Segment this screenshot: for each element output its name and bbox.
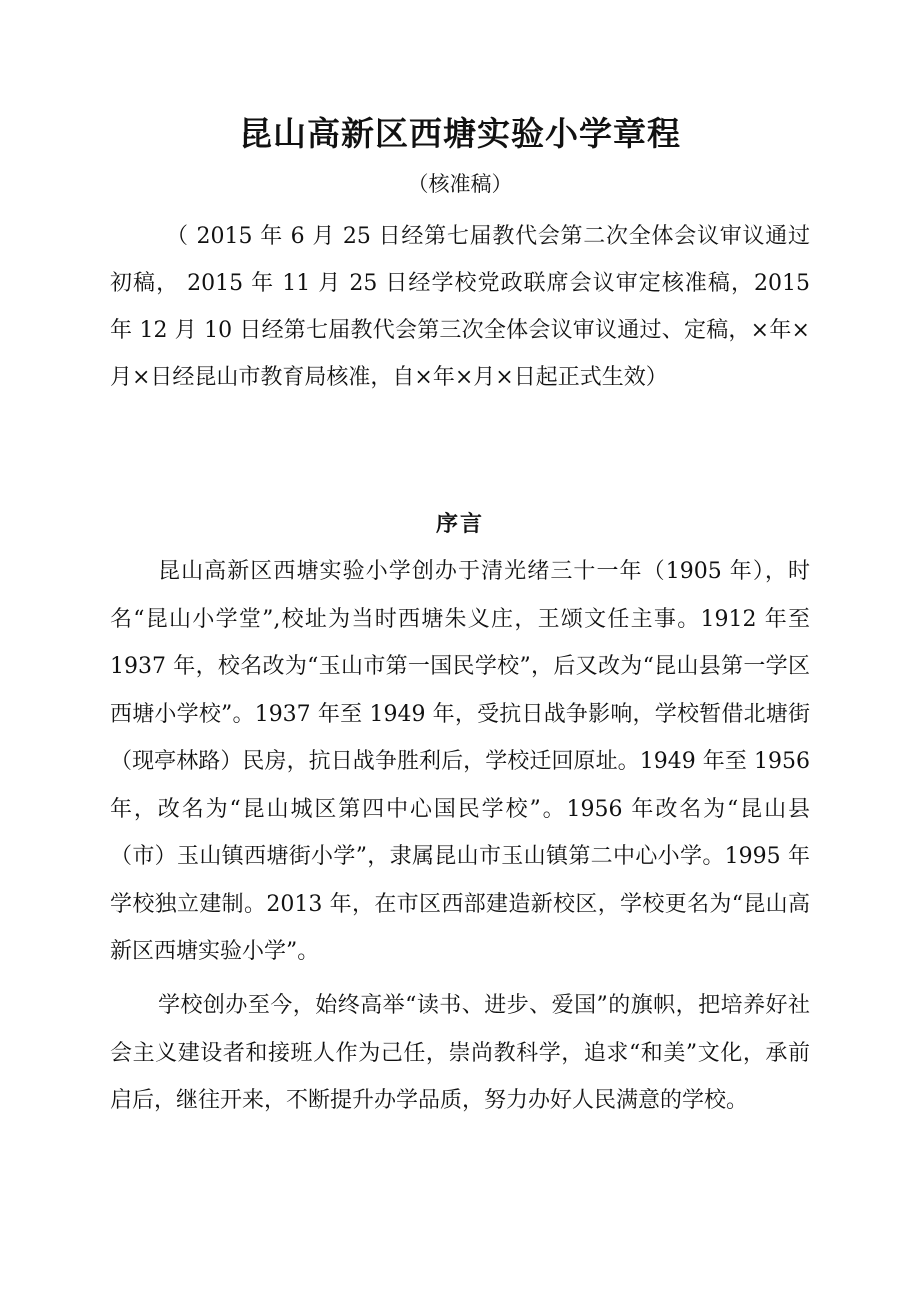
document-subtitle: （核准稿） bbox=[407, 172, 513, 196]
preface-paragraph-history: 昆山高新区西塘实验小学创办于清光绪三十一年（1905 年），时名“昆山小学堂”,校址为当时西塘朱义庄，王颂文任主事。1912 年至 1937 年，校名改为“玉山市第一国民学校”，后又改为“昆山县第一学区西塘小学校”。1937 年至 1949 年，受抗日战争影响，学校暂借北塘街（现亭林路）民房，抗日战争胜利后，学校迁回原址。1949 年至 1956 年，改名为“昆山城区第四中心国民学校”。1956 年改名为“昆山县（市）玉山镇西塘街小学”，隶属昆山市玉山镇第二中心小学。1995 年学校独立建制。2013 年，在市区西部建造新校区，学校更名为“昆山高新区西塘实验小学”。 bbox=[110, 559, 810, 964]
preface-heading: 序言 bbox=[435, 511, 484, 537]
adoption-note: （ 2015 年 6 月 25 日经第七届教代会第二次全体会议审议通过初稿， 2015 年 11 月 25 日经学校党政联席会议审定核准稿，2015 年 12 月 10 日经第七届教代会第三次全体会议审议通过、定稿，×年×月×日经昆山市教育局核准，自×年×月×日起正式生效） bbox=[110, 224, 810, 390]
preface-paragraph-mission: 学校创办至今，始终高举“读书、进步、爱国”的旗帜，把培养好社会主义建设者和接班人作为己任，崇尚教科学，追求“和美”文化，承前启后，继往开来，不断提升办学品质，努力办好人民满意的学校。 bbox=[110, 993, 810, 1113]
document-title: 昆山高新区西塘实验小学章程 bbox=[239, 114, 681, 153]
